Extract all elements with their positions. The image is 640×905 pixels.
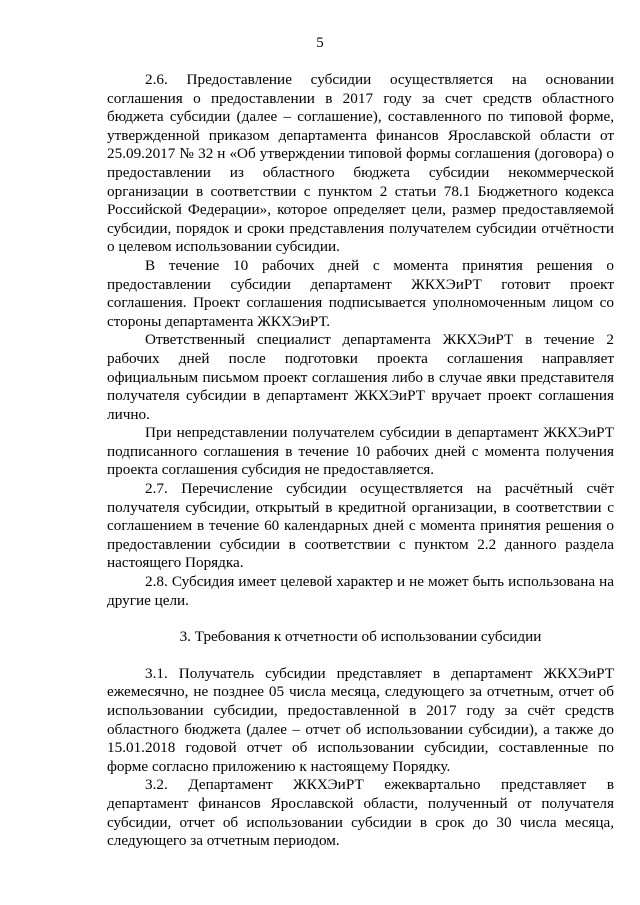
paragraph-2-8: 2.8. Субсидия имеет целевой характер и не может быть использована на другие цели. bbox=[107, 573, 614, 609]
paragraph-agreement-preparation: В течение 10 рабочих дней с момента принятия решения о предоставлении субсидии департамент ЖКХЭиРТ готовит проект соглашения. Проект соглашения подписывается уполномоченным лицом со стороны департамента ЖКХЭиРТ. bbox=[107, 256, 614, 330]
paragraph-non-submission: При непредставлении получателем субсидии в департамент ЖКХЭиРТ подписанного соглашения в течение 10 рабочих дней с момента получения проекта соглашения субсидия не предоставляется. bbox=[107, 424, 614, 479]
page-number: 5 bbox=[316, 35, 324, 51]
paragraph-2-7: 2.7. Перечисление субсидии осуществляется на расчётный счёт получателя субсидии, открытый в кредитной организации, в соответствии с соглашением в течение 60 календарных дней с момента принятия решения о предоставлении субсидии в соответствии с пунктом 2.2 данного раздела настоящего Порядка. bbox=[107, 480, 614, 572]
paragraph-2-6: 2.6. Предоставление субсидии осуществляется на основании соглашения о предоставлении в 2017 году за счет средств областного бюджета субсидии (далее – соглашение), составленного по типовой форме, утвержденной приказом департамента финансов Ярославской области от 25.09.2017 № 32 н «Об утверждении типовой формы соглашения (договора) о предоставлении из областного бюджета субсидии некоммерческой организации в соответствии с пунктом 2 статьи 78.1 Бюджетного кодекса Российской Федерации», которое определяет цели, размер предоставляемой субсидии, порядок и сроки представления получателем субсидии отчётности о целевом использовании субсидии. bbox=[107, 71, 614, 256]
paragraph-3-1: 3.1. Получатель субсидии представляет в департамент ЖКХЭиРТ ежемесячно, не позднее 05 числа месяца, следующего за отчетным, отчет об использовании субсидии, предоставленной в 2017 году за счёт средств областного бюджета (далее – отчет об использовании субсидии), а также до 15.01.2018 годовой отчет об использовании субсидии, составленные по форме согласно приложению к настоящему Порядку. bbox=[107, 664, 614, 775]
section-heading: 3. Требования к отчетности об использовании субсидии bbox=[179, 628, 542, 646]
paragraph-3-2: 3.2. Департамент ЖКХЭиРТ ежеквартально представляет в департамент финансов Ярославской области, полученный от получателя субсидии, отчет об использовании субсидии в срок до 30 числа месяца, следующего за отчетным периодом. bbox=[107, 776, 614, 850]
document-body bbox=[107, 71, 614, 851]
paragraph-responsible-specialist: Ответственный специалист департамента ЖКХЭиРТ в течение 2 рабочих дней после подготовки проекта соглашения направляет официальным письмом проект соглашения либо в случае явки представителя получателя субсидии в департамент ЖКХЭиРТ вручает проект соглашения лично. bbox=[107, 331, 614, 423]
